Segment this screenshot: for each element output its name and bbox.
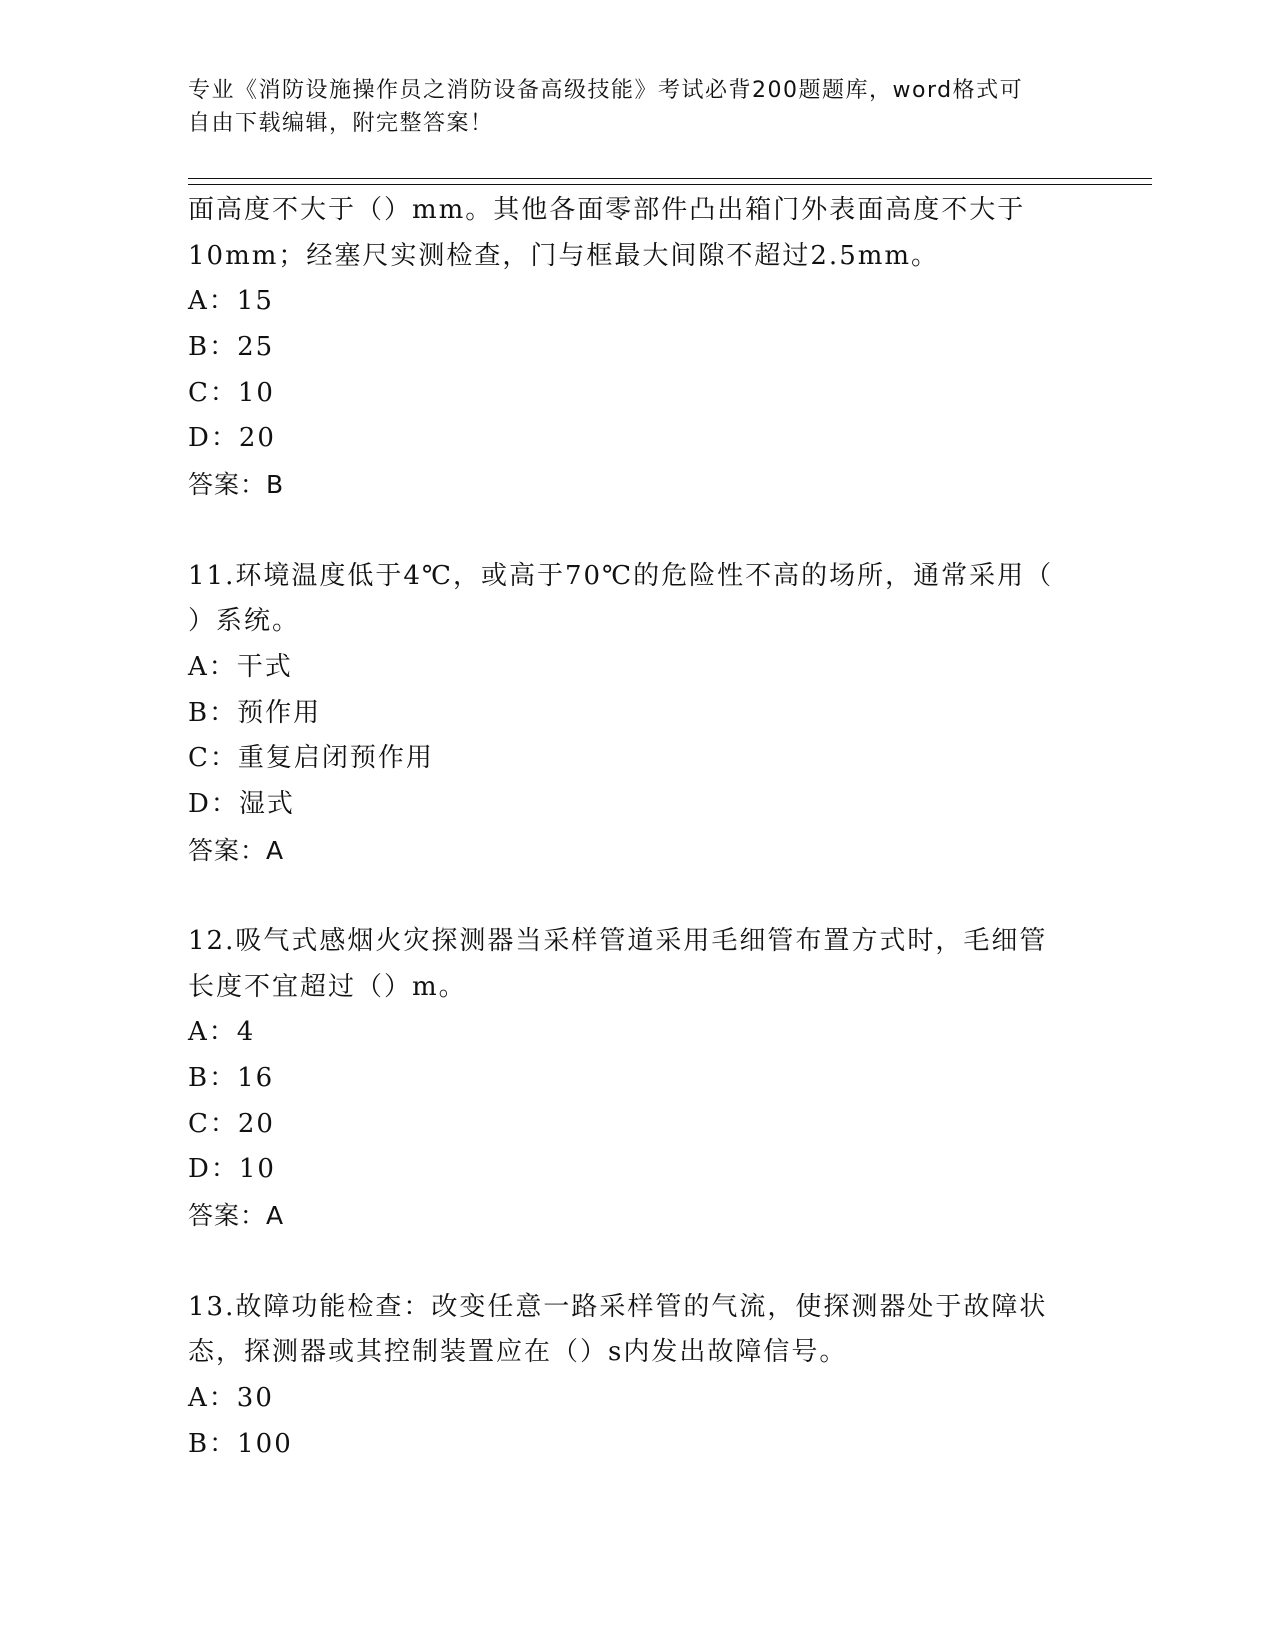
option-b: B：预作用: [188, 697, 322, 728]
document-header: [188, 74, 1068, 140]
answer-line: 答案：A: [188, 835, 285, 865]
question-text-line: 长度不宜超过（）m。: [188, 971, 467, 1002]
option-d: D：湿式: [188, 788, 295, 819]
answer-line: 答案：B: [188, 470, 285, 500]
option-d: D：10: [188, 1154, 276, 1185]
question-text-line: 11.环境温度低于4℃，或高于70℃的危险性不高的场所，通常采用（: [188, 560, 1054, 591]
header-line-2: 自由下载编辑，附完整答案！: [188, 111, 494, 136]
question-block-13: [188, 1285, 1088, 1468]
option-b: B：16: [188, 1063, 275, 1094]
header-divider-bottom: [188, 184, 1152, 185]
option-c: C：10: [188, 377, 275, 408]
spacer: [188, 873, 1088, 919]
question-text-line: 面高度不大于（）mm。其他各面零部件凸出箱门外表面高度不大于: [188, 195, 1026, 225]
question-text-line: ）系统。: [188, 606, 301, 637]
option-c: C：20: [188, 1108, 275, 1139]
question-text-line: 13.故障功能检查：改变任意一路采样管的气流，使探测器处于故障状: [188, 1291, 1048, 1322]
question-text-line: 12.吸气式感烟火灾探测器当采样管道采用毛细管布置方式时，毛细管: [188, 926, 1048, 956]
option-a: A：15: [188, 286, 274, 317]
option-a: A：4: [188, 1017, 256, 1048]
option-d: D：20: [188, 423, 276, 454]
option-c: C：重复启闭预作用: [188, 743, 434, 774]
question-block-continued: [188, 188, 1088, 508]
question-text-line: 10mm；经塞尺实测检查，门与框最大间隙不超过2.5mm。: [188, 240, 940, 271]
spacer: [188, 1239, 1088, 1285]
option-a: A：干式: [188, 651, 293, 682]
header-divider-top: [188, 178, 1152, 179]
spacer: [188, 508, 1088, 554]
question-block-11: [188, 554, 1088, 874]
question-block-12: [188, 919, 1088, 1239]
question-text-line: 态，探测器或其控制装置应在（）s内发出故障信号。: [188, 1337, 848, 1368]
option-b: B：25: [188, 332, 275, 363]
option-b: B：100: [188, 1428, 293, 1459]
option-a: A：30: [188, 1382, 274, 1413]
document-body: [188, 188, 1088, 1467]
answer-line: 答案：A: [188, 1201, 285, 1231]
header-line-1: 专业《消防设施操作员之消防设备高级技能》考试必背200题题库，word格式可: [188, 78, 1024, 103]
